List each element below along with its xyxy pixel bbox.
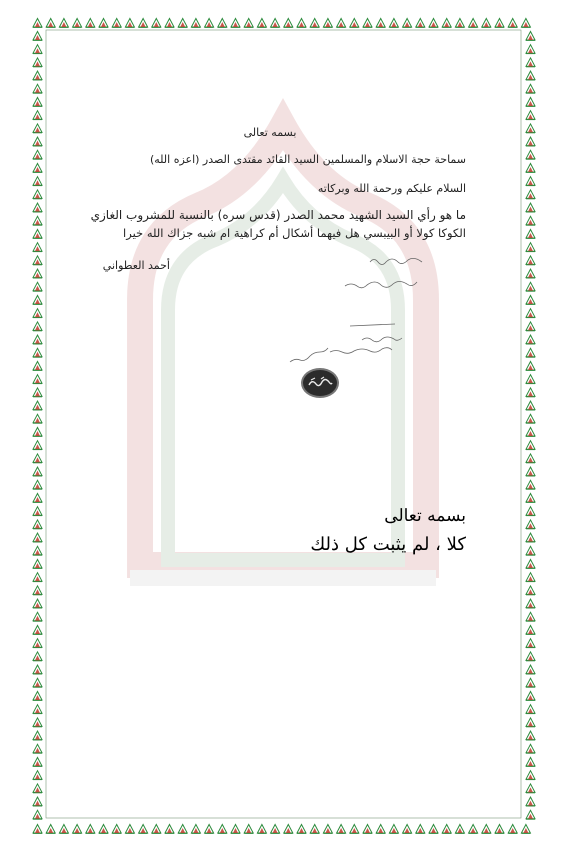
official-seal [301, 368, 339, 398]
question-line-2: الكوكا كولا أو البيبسي هل فيهما أشكال أم كراهية ام شبه جزاك الله خيرا [123, 226, 466, 240]
greeting-line: السلام عليكم ورحمة الله وبركاته [317, 182, 466, 195]
asker-name: أحمد العطواني [102, 259, 170, 272]
addressee-line: سماحة حجة الاسلام والمسلمين السيد القائد مقتدى الصدر (اعزه الله) [149, 153, 466, 166]
question-line-1: ما هو رأي السيد الشهيد محمد الصدر (قدس سره) بالنسبة للمشروب الغازي [90, 208, 466, 222]
answer-heading: بسمه تعالى [384, 506, 466, 526]
question-heading: بسمه تعالى [243, 126, 297, 139]
answer-text: كلا ، لم يثبت كل ذلك [310, 534, 466, 555]
